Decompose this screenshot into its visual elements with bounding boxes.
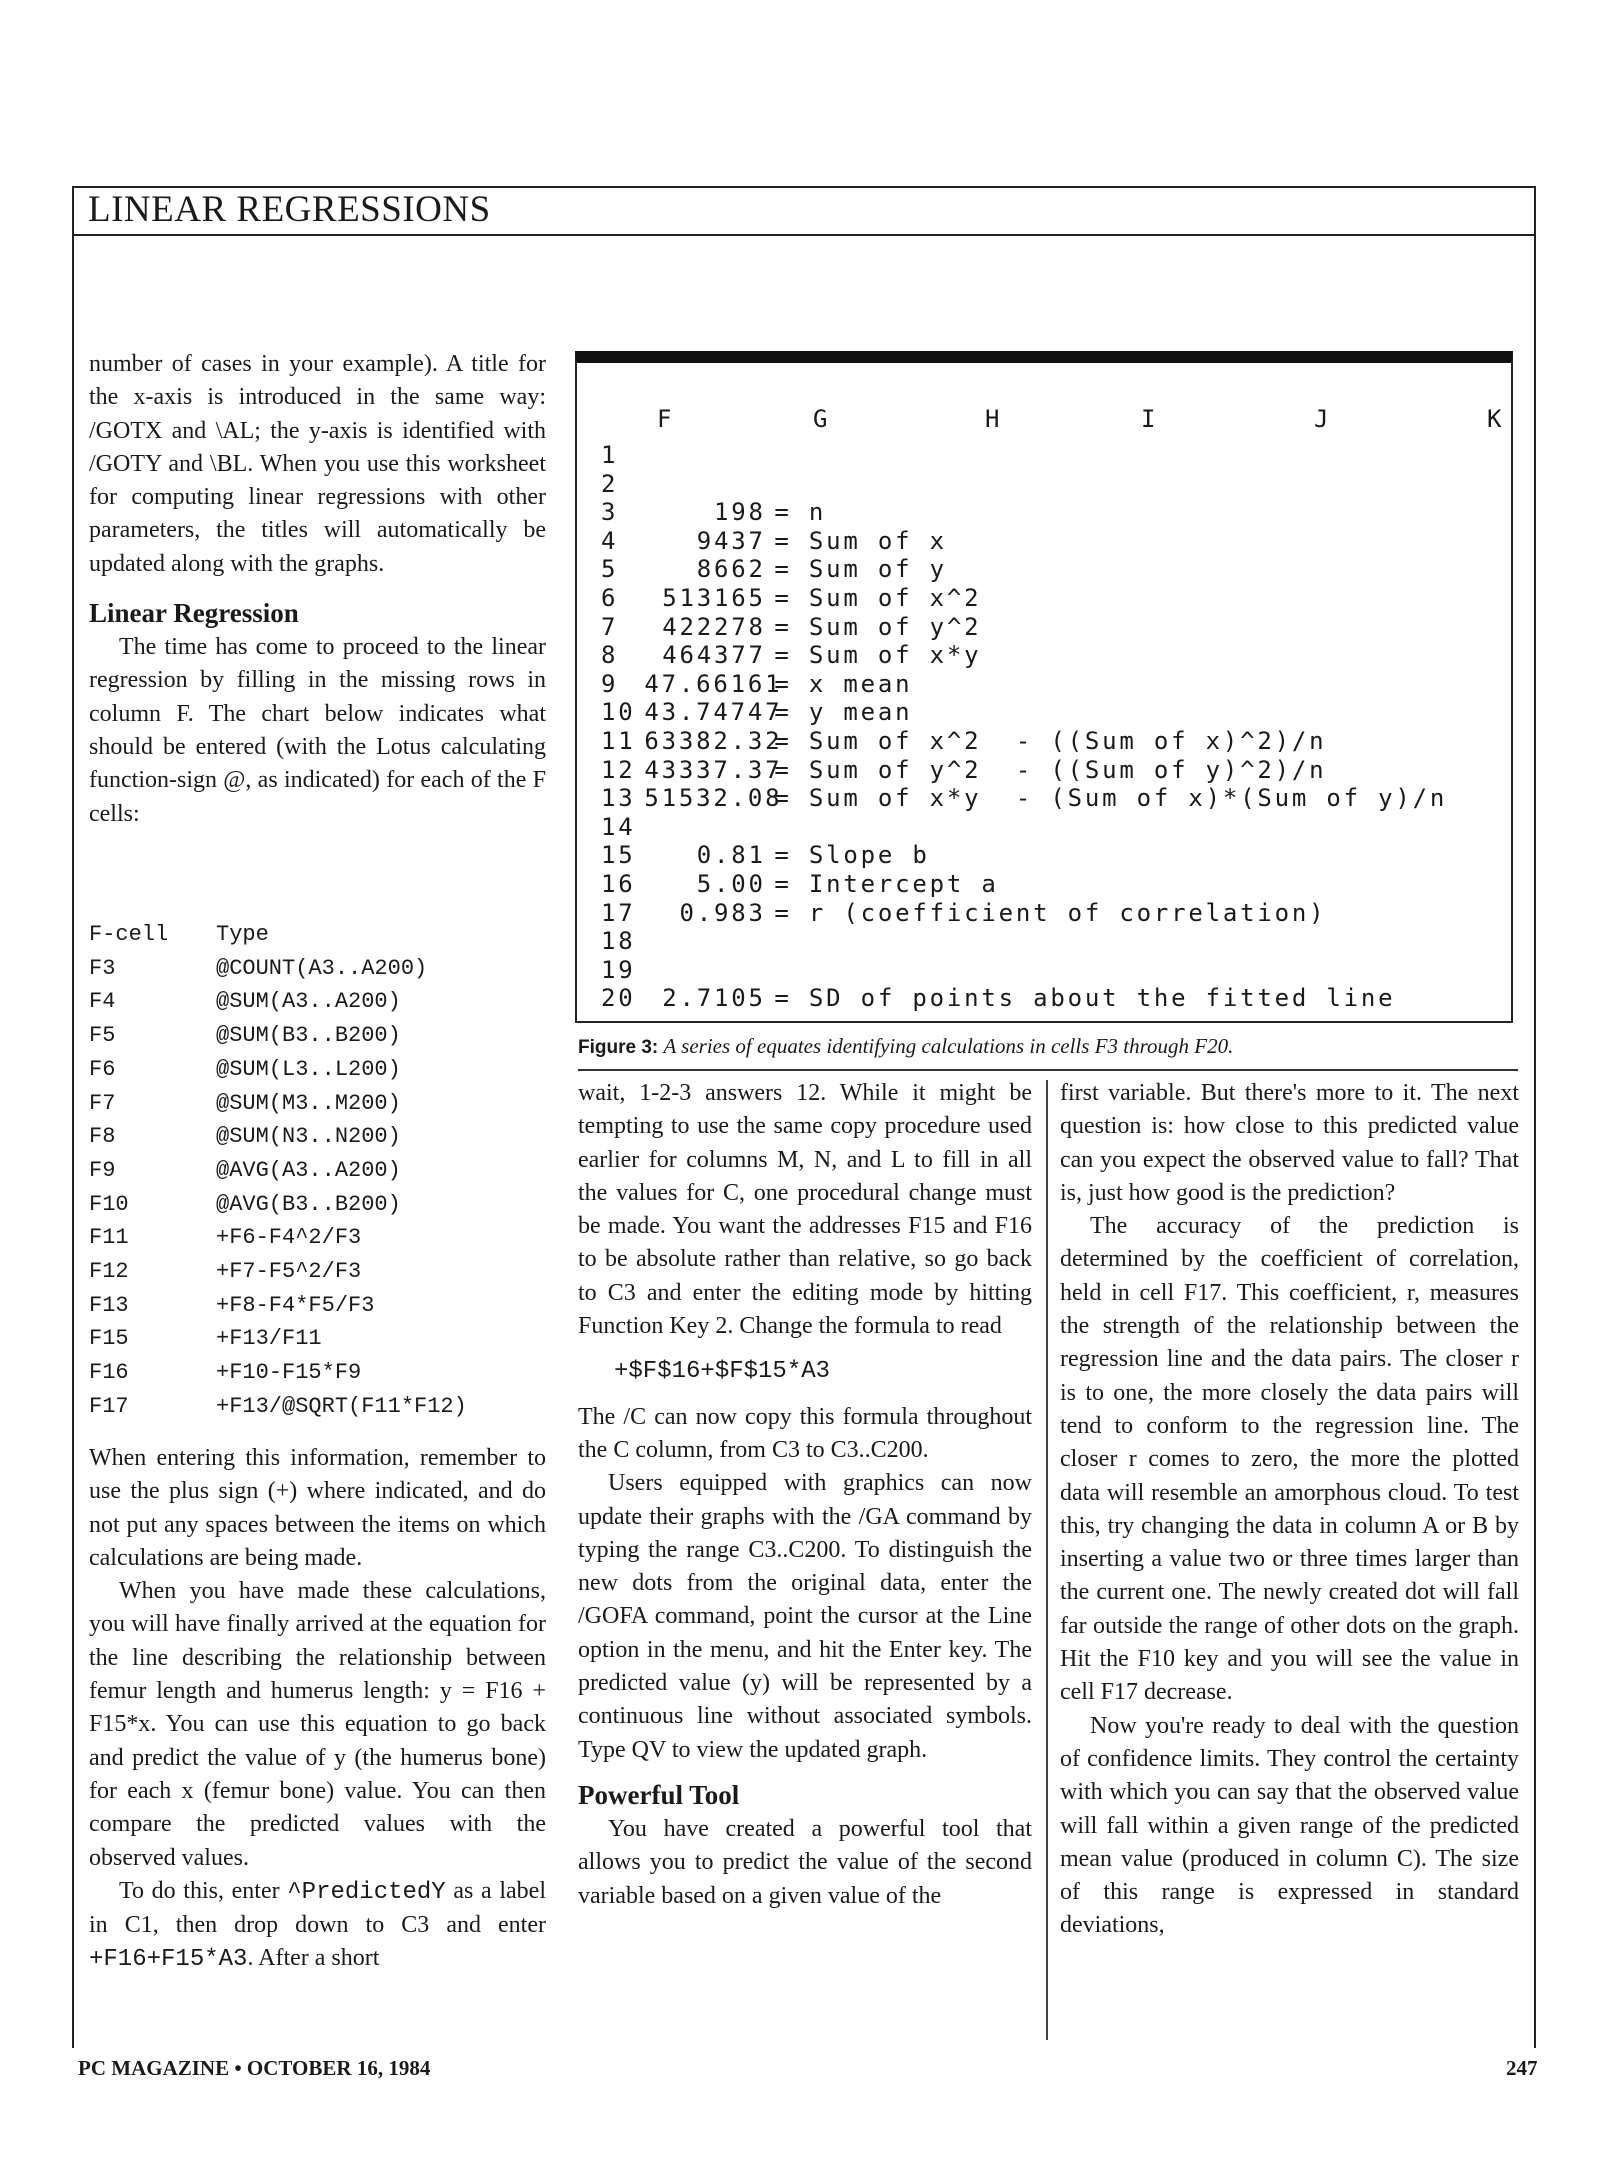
paragraph: first variable. But there's more to it. The next question is: how close to this predicted value can you expect the observed value to fall? That is, just how good is the prediction? (1060, 1080, 1519, 1206)
subheading: Linear Regression (89, 598, 299, 629)
cell-formula: @SUM(B3..B200) (216, 1023, 401, 1049)
spreadsheet-row (601, 498, 1447, 527)
column-header-k: K (1487, 405, 1502, 433)
cell-name: F8 (89, 1124, 116, 1150)
table-row (89, 1322, 467, 1356)
cell-value: 464377 (662, 641, 766, 670)
cell-name: F9 (89, 1157, 116, 1183)
spreadsheet-row (601, 813, 1447, 842)
spreadsheet-row (601, 956, 1447, 985)
page-number: 247 (1506, 2056, 1538, 2080)
spreadsheet-row (601, 984, 1447, 1013)
cell-name: F4 (89, 989, 116, 1015)
cell-name: F12 (89, 1259, 129, 1285)
figure-caption (578, 1034, 1233, 1059)
cell-name: F11 (89, 1225, 129, 1251)
cell-label: = Sum of y^2 (774, 612, 982, 641)
paragraph: When you have made these calculations, you will have finally arrived at the equation for the line describing the relationship between femur length and humerus length: y = F16 + F15*x. You can use this equation to go back and predict the value of y (the humerus bone) for each x (femur bone) value. You can then compare the predicted values with the observed values. (89, 1578, 546, 1871)
cell-formula: @AVG(A3..A200) (216, 1157, 401, 1183)
middle-column (578, 1077, 1032, 1913)
footer-publication: PC MAGAZINE • OCTOBER 16, 1984 (78, 2056, 431, 2080)
spreadsheet-row (601, 784, 1447, 813)
f-cell-table (89, 918, 467, 1424)
cell-label: = Sum of x*y - (Sum of x)*(Sum of y)/n (774, 784, 1448, 813)
table-row (89, 1019, 467, 1053)
paragraph: The accuracy of the prediction is determined by the coefficient of correlation, held in cell F17. This coefficient, r, measures the strength of the relationship between the regression line and the data pairs. The closer r is to one, the more closely the data pairs will tend to conform to the regression line. The closer r comes to zero, the more the plotted data will resemble an amorphous cloud. To test this, try changing the data in column A or B by inserting a value two or three times larger than the current one. The newly created dot will fall far outside the range of other dots on the graph. Hit the F10 key and you will see the value in cell F17 decrease. (1060, 1213, 1519, 1706)
cell-name: F16 (89, 1360, 129, 1386)
cell-formula: @SUM(A3..A200) (216, 989, 401, 1015)
cell-label: = Sum of x*y (774, 641, 982, 670)
cell-formula: +F6-F4^2/F3 (216, 1225, 362, 1251)
paragraph: Users equipped with graphics can now update their graphs with the /GA command by typing the range C3..C200. To distinguish the new dots from the original data, enter the /GOFA command, point the cursor at the Line option in the menu, and hit the Enter key. The predicted value (y) will be represented by a continuous line without associated symbols. Type QV to view the updated graph. (578, 1470, 1032, 1763)
left-column-bottom (89, 1442, 546, 1977)
cell-label: = Sum of y (774, 555, 947, 584)
cell-name: F13 (89, 1292, 129, 1318)
cell-label: = Intercept a (774, 869, 999, 898)
table-row (89, 1188, 467, 1222)
spreadsheet-rows (601, 441, 1447, 1013)
cell-formula: +F13/F11 (216, 1326, 322, 1352)
cell-value: 0.81 (696, 841, 766, 870)
cell-label: = Sum of x (774, 526, 947, 555)
cell-name: F17 (89, 1393, 129, 1419)
cell-value: 43.74747 (644, 698, 783, 727)
cell-label: = Sum of x^2 - ((Sum of x)^2)/n (774, 726, 1327, 755)
cell-value: 43337.37 (644, 755, 783, 784)
subheading: Powerful Tool (578, 1779, 740, 1810)
cell-name: F5 (89, 1023, 116, 1049)
formula: +$F$16+$F$15*A3 (614, 1358, 831, 1386)
column-rule (1046, 1080, 1048, 2040)
spreadsheet-row (601, 584, 1447, 613)
row-number: 10 (601, 698, 636, 727)
cell-value: 8662 (696, 555, 766, 584)
spreadsheet-row (601, 727, 1447, 756)
paragraph: The time has come to proceed to the linear regression by filling in the missing rows in column F. The chart below indicates what should be entered (with the Lotus calculating function-sign @, as indicated) for each of the F cells: (89, 634, 546, 827)
row-number: 1 (601, 441, 619, 469)
spreadsheet-row (601, 899, 1447, 928)
column-header-j: J (1314, 405, 1329, 433)
cell-formula: @SUM(L3..L200) (216, 1056, 401, 1082)
row-number: 7 (601, 612, 619, 641)
header-rule (72, 234, 1534, 236)
column-header-g: G (813, 405, 828, 433)
table-row (89, 1120, 467, 1154)
code: ^PredictedY (287, 1878, 446, 1906)
spreadsheet-row (601, 613, 1447, 642)
spreadsheet-row (601, 441, 1447, 470)
cell-value: 47.66161 (644, 669, 783, 698)
row-number: 5 (601, 555, 619, 584)
table-row (89, 1255, 467, 1289)
paragraph: wait, 1-2-3 answers 12. While it might be tempting to use the same copy procedure used earlier for columns M, N, and L to fill in all the values for C, one procedural change must be made. You want the addresses F15 and F16 to be absolute rather than relative, so go back to C3 and enter the editing mode by hitting Function Key 2. Change the formula to read (578, 1080, 1032, 1340)
row-number: 16 (601, 869, 636, 898)
row-number: 2 (601, 469, 619, 498)
cell-value: 51532.08 (644, 784, 783, 813)
spreadsheet-row (601, 756, 1447, 785)
column-header: Type (216, 922, 269, 947)
paragraph: Now you're ready to deal with the question of confidence limits. They control the certainty with which you can say that the observed value will fall within a given range of the predicted mean value (produced in column C). The size of this range is expressed in standard deviations, (1060, 1712, 1519, 1939)
cell-value: 9437 (696, 526, 766, 555)
cell-label: = r (coefficient of correlation) (774, 898, 1327, 927)
cell-formula: +F8-F4*F5/F3 (216, 1292, 375, 1318)
row-number: 6 (601, 583, 619, 612)
cell-value: 5.00 (696, 869, 766, 898)
spreadsheet-row (601, 841, 1447, 870)
table-row (89, 1087, 467, 1121)
row-number: 13 (601, 784, 636, 813)
cell-label: = Slope b (774, 841, 930, 870)
table-row (89, 952, 467, 986)
caption-label: Figure 3: (578, 1037, 659, 1058)
row-number: 3 (601, 498, 619, 527)
paragraph: The /C can now copy this formula throughout the C column, from C3 to C3..C200. (578, 1403, 1032, 1463)
paragraph (89, 1875, 546, 1977)
text: . After a short (247, 1945, 380, 1972)
spreadsheet-row (601, 670, 1447, 699)
cell-formula: @SUM(N3..N200) (216, 1124, 401, 1150)
code: +F16+F15*A3 (89, 1946, 248, 1974)
paragraph: When entering this information, remember to use the plus sign (+) where indicated, and do not put any spaces between the items on which calculations are being made. (89, 1445, 546, 1571)
table-row (89, 1289, 467, 1323)
row-number: 17 (601, 898, 636, 927)
cell-formula: +F10-F15*F9 (216, 1360, 362, 1386)
cell-name: F15 (89, 1326, 129, 1352)
spreadsheet-row (601, 641, 1447, 670)
column-header-h: H (985, 405, 1000, 433)
column-header: F-cell (89, 922, 169, 947)
paragraph: You have created a powerful tool that allows you to predict the value of the second variable based on a given value of the (578, 1815, 1032, 1909)
spreadsheet-row (601, 927, 1447, 956)
spreadsheet-figure (575, 351, 1513, 1023)
row-number: 4 (601, 526, 619, 555)
cell-formula: +F7-F5^2/F3 (216, 1259, 362, 1285)
table-row (89, 1053, 467, 1087)
caption-text: A series of equates identifying calculations in cells F3 through F20. (663, 1034, 1234, 1058)
caption-rule (578, 1069, 1518, 1071)
row-number: 11 (601, 726, 636, 755)
table-row (89, 1154, 467, 1188)
cell-value: 2.7105 (662, 984, 766, 1013)
text: To do this, enter (119, 1877, 288, 1904)
row-number: 14 (601, 812, 636, 841)
right-column (1060, 1077, 1519, 1943)
row-number: 15 (601, 841, 636, 870)
table-row (89, 1390, 467, 1424)
cell-label: = SD of points about the fitted line (774, 984, 1396, 1013)
cell-name: F6 (89, 1056, 116, 1082)
spreadsheet-row (601, 698, 1447, 727)
cell-formula: @COUNT(A3..A200) (216, 955, 428, 981)
cell-value: 63382.32 (644, 726, 783, 755)
cell-formula: @SUM(M3..M200) (216, 1090, 401, 1116)
cell-value: 513165 (662, 583, 766, 612)
column-header-f: F (657, 405, 672, 433)
cell-name: F3 (89, 955, 116, 981)
row-number: 9 (601, 669, 619, 698)
cell-formula: @AVG(B3..B200) (216, 1191, 401, 1217)
cell-value: 0.983 (679, 898, 766, 927)
cell-label: = Sum of x^2 (774, 583, 982, 612)
cell-value: 198 (713, 498, 766, 527)
section-title: LINEAR REGRESSIONS (88, 189, 491, 230)
cell-value: 422278 (662, 612, 766, 641)
table-row (89, 1221, 467, 1255)
table-header (89, 918, 467, 952)
spreadsheet-row (601, 470, 1447, 499)
row-number: 12 (601, 755, 636, 784)
row-number: 20 (601, 984, 636, 1013)
spreadsheet-row (601, 527, 1447, 556)
paragraph: number of cases in your example). A title for the x-axis is introduced in the same way: /GOTX and \AL; the y-axis is identified with /GOTY and \BL. When you use this worksheet for computing linear regressions with other parameters, the titles will automatically be updated along with the graphs. (89, 351, 546, 577)
spreadsheet-row (601, 555, 1447, 584)
row-number: 8 (601, 641, 619, 670)
row-number: 18 (601, 927, 636, 956)
left-column-top (89, 348, 546, 831)
cell-label: = Sum of y^2 - ((Sum of y)^2)/n (774, 755, 1327, 784)
text: as a label in C1, then drop down to C3 and enter (89, 1877, 546, 1939)
table-row (89, 985, 467, 1019)
row-number: 19 (601, 955, 636, 984)
cell-label: = n (774, 498, 827, 527)
cell-label: = y mean (774, 698, 913, 727)
cell-name: F10 (89, 1191, 129, 1217)
column-header-i: I (1141, 405, 1156, 433)
cell-name: F7 (89, 1090, 116, 1116)
cell-formula: +F13/@SQRT(F11*F12) (216, 1393, 467, 1419)
cell-label: = x mean (774, 669, 913, 698)
table-row (89, 1356, 467, 1390)
spreadsheet-row (601, 870, 1447, 899)
